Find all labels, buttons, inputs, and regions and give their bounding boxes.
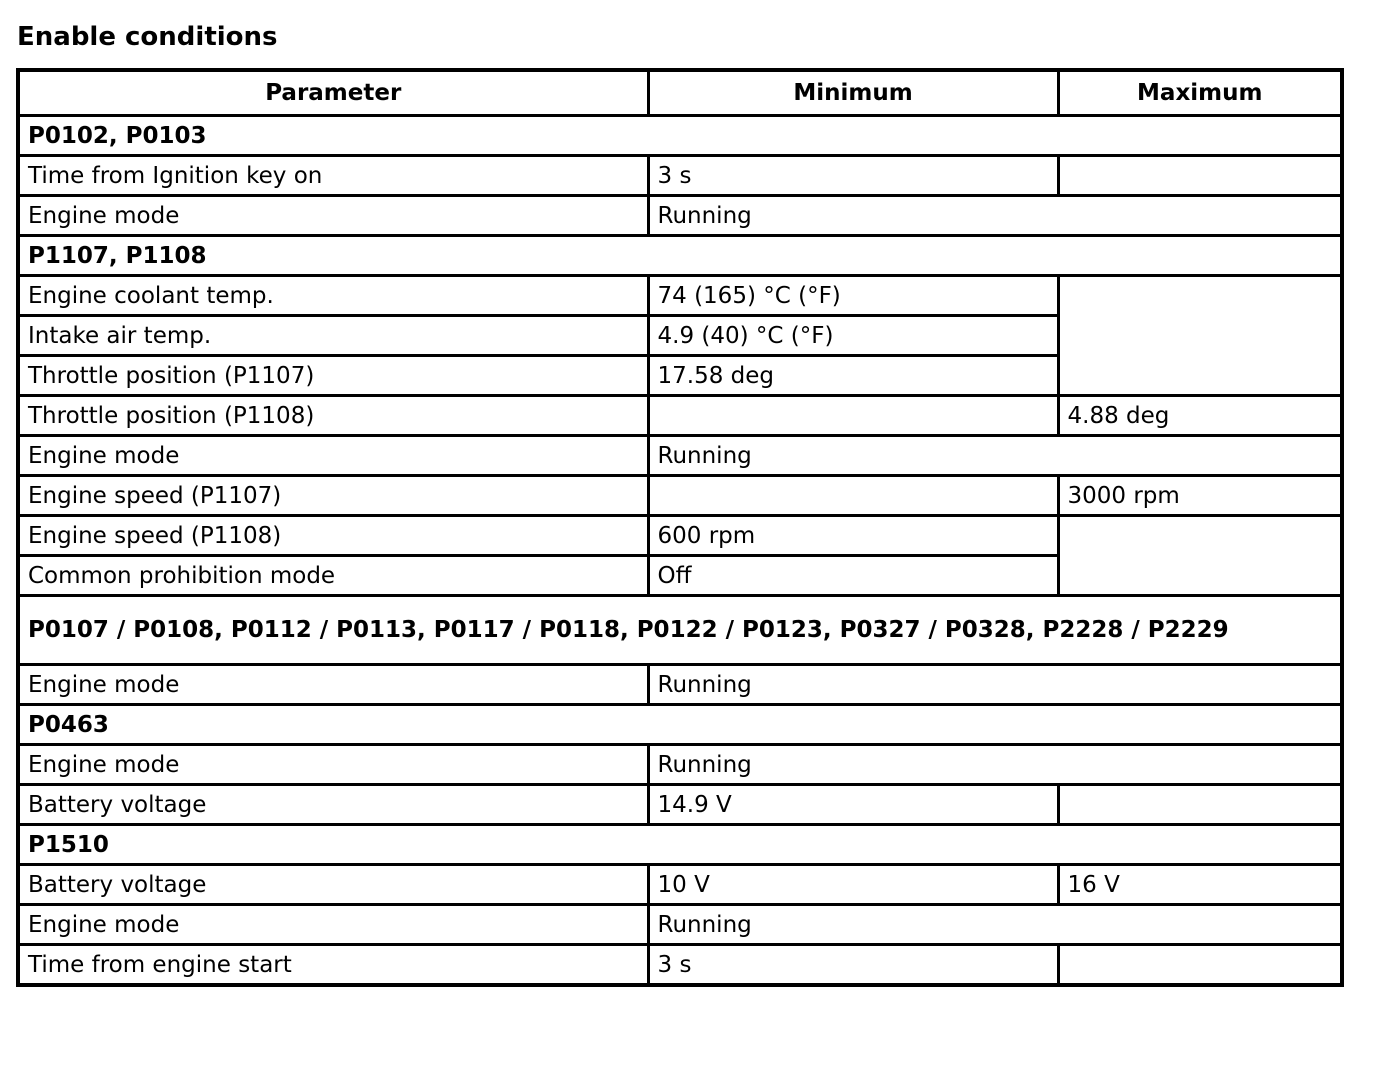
maximum-cell: 4.88 deg: [1058, 396, 1342, 436]
maximum-cell: [1058, 945, 1342, 986]
parameter-cell: Throttle position (P1108): [18, 396, 648, 436]
minimum-cell: 3 s: [648, 156, 1058, 196]
section-label: P0102, P0103: [18, 116, 1342, 156]
parameter-cell: Engine mode: [18, 905, 648, 945]
minimum-cell: [648, 476, 1058, 516]
page-title: Enable conditions: [17, 22, 278, 52]
header-parameter: Parameter: [18, 70, 648, 116]
table-row: [18, 785, 1342, 825]
enable-conditions-table: [16, 68, 1344, 987]
header-maximum: Maximum: [1058, 70, 1342, 116]
minimum-cell: Off: [648, 556, 1058, 596]
maximum-cell: 3000 rpm: [1058, 476, 1342, 516]
parameter-cell: Engine mode: [18, 745, 648, 785]
table-row: [18, 476, 1342, 516]
table-row: [18, 665, 1342, 705]
section-label: P0107 / P0108, P0112 / P0113, P0117 / P0118, P0122 / P0123, P0327 / P0328, P2228 / P2229: [18, 596, 1342, 665]
parameter-cell: Battery voltage: [18, 865, 648, 905]
parameter-cell: Time from Ignition key on: [18, 156, 648, 196]
minimum-cell: 4.9 (40) °C (°F): [648, 316, 1058, 356]
minimum-cell: 10 V: [648, 865, 1058, 905]
table-row: [18, 396, 1342, 436]
parameter-cell: Engine speed (P1108): [18, 516, 648, 556]
value-cell: Running: [648, 436, 1342, 476]
table-row: [18, 745, 1342, 785]
section-row: [18, 116, 1342, 156]
table-row: [18, 945, 1342, 986]
minimum-cell: [648, 396, 1058, 436]
section-label: P1510: [18, 825, 1342, 865]
table-row: [18, 196, 1342, 236]
section-row: [18, 705, 1342, 745]
section-label: P1107, P1108: [18, 236, 1342, 276]
parameter-cell: Engine coolant temp.: [18, 276, 648, 316]
maximum-cell: [1058, 516, 1342, 596]
parameter-cell: Engine mode: [18, 436, 648, 476]
value-cell: Running: [648, 196, 1342, 236]
header-minimum: Minimum: [648, 70, 1058, 116]
minimum-cell: 600 rpm: [648, 516, 1058, 556]
maximum-cell: [1058, 276, 1342, 396]
parameter-cell: Intake air temp.: [18, 316, 648, 356]
value-cell: Running: [648, 745, 1342, 785]
value-cell: Running: [648, 665, 1342, 705]
value-cell: Running: [648, 905, 1342, 945]
section-row: [18, 825, 1342, 865]
minimum-cell: 17.58 deg: [648, 356, 1058, 396]
table-row: [18, 156, 1342, 196]
maximum-cell: 16 V: [1058, 865, 1342, 905]
minimum-cell: 74 (165) °C (°F): [648, 276, 1058, 316]
table-row: [18, 865, 1342, 905]
section-row: [18, 596, 1342, 665]
table-row: [18, 516, 1342, 556]
parameter-cell: Engine mode: [18, 665, 648, 705]
minimum-cell: 14.9 V: [648, 785, 1058, 825]
parameter-cell: Engine mode: [18, 196, 648, 236]
parameter-cell: Battery voltage: [18, 785, 648, 825]
parameter-cell: Common prohibition mode: [18, 556, 648, 596]
table-row: [18, 905, 1342, 945]
section-row: [18, 236, 1342, 276]
header-row: [18, 70, 1342, 116]
maximum-cell: [1058, 156, 1342, 196]
section-label: P0463: [18, 705, 1342, 745]
maximum-cell: [1058, 785, 1342, 825]
minimum-cell: 3 s: [648, 945, 1058, 986]
table-row: [18, 276, 1342, 316]
parameter-cell: Throttle position (P1107): [18, 356, 648, 396]
table-row: [18, 436, 1342, 476]
parameter-cell: Engine speed (P1107): [18, 476, 648, 516]
parameter-cell: Time from engine start: [18, 945, 648, 986]
